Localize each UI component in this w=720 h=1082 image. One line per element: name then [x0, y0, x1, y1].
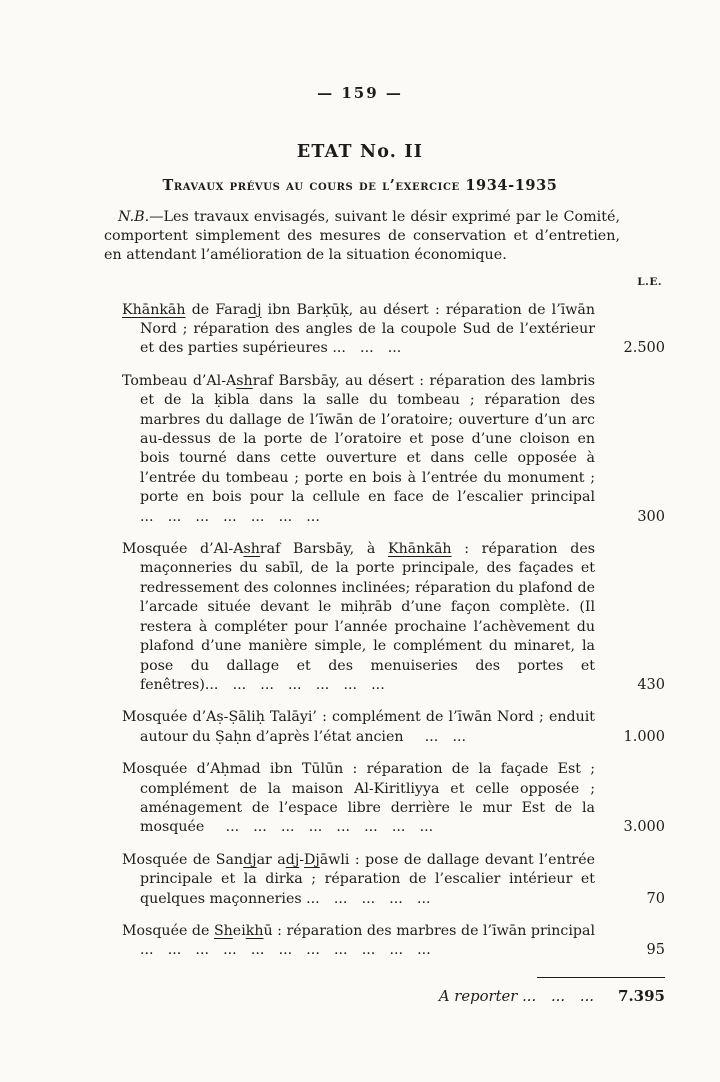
entry-amount: 1.000: [623, 728, 665, 745]
transliterated-term: kh: [245, 922, 264, 939]
ledger-entry: [122, 760, 665, 838]
carry-forward-label: A reporter ... ... ...: [438, 987, 595, 1005]
entry-amount: 95: [646, 942, 665, 959]
transliterated-term: sh: [236, 372, 253, 389]
page-number: — 159 —: [317, 84, 403, 102]
transliterated-term: dj: [243, 851, 257, 868]
transliterated-term: Khānkāh: [122, 301, 186, 318]
ledger-entry: [122, 851, 665, 909]
transliterated-term: dj: [285, 851, 300, 868]
ledger-entry: [122, 301, 665, 359]
nb-note: [104, 208, 620, 266]
ledger-entry: [122, 540, 665, 695]
entry-amount: 2.500: [623, 340, 665, 357]
transliterated-term: Sh: [213, 922, 233, 939]
currency-header: L.E.: [637, 275, 662, 288]
ledger-entry: [122, 922, 665, 961]
nb-label: N.B.: [118, 209, 150, 225]
transliterated-term: sh: [243, 541, 260, 558]
entry-description: Khānkāh de Faradj ibn Barḳūḳ, au désert : réparation de l’īwān Nord ; réparation des angles de la coupole Sud de l’extérieur et des parties supérieures ... ... ...: [122, 301, 595, 357]
ledger-entry: [122, 372, 665, 527]
transliterated-term: Khānkāh: [388, 541, 452, 558]
entry-description: Mosquée d’Aṣ-Ṣāliḥ Talāyi’ : complément de l’īwān Nord ; enduit autour du Ṣaḥn d’après l’état ancien ... ...: [122, 709, 595, 745]
transliterated-term: dj: [247, 301, 262, 318]
page-subtitle: Travaux prévus au cours de l’exercice 1934-1935: [162, 177, 558, 194]
entry-description: Mosquée d’Aḥmad ibn Tūlūn : réparation de la façade Est ; complément de la maison Al-Kiritliyya et celle opposée ; aménagement de l’espace libre derrière le mur Est de la mosquée ... ... ... ... ... ... ... ...: [122, 761, 595, 836]
transliterated-term: Dj: [304, 851, 320, 868]
entry-description: Mosquée de Sheikhū : réparation des marbres de l’īwān principal ... ... ... ... ... ... ... ... ... ... ...: [122, 922, 595, 959]
entry-amount: 3.000: [623, 819, 665, 836]
total-rule: [537, 977, 665, 978]
carry-forward-row: [0, 987, 665, 1005]
entries-list: [122, 301, 665, 961]
nb-text: —Les travaux envisagés, suivant le désir exprimé par le Comité, comportent simplement des mesures de conservation et d’entretien, en attendant l’amélioration de la situation économique.: [104, 209, 620, 264]
entry-amount: 430: [637, 676, 665, 693]
entry-amount: 300: [637, 508, 665, 525]
entry-description: Mosquée de Sandjar adj-Djāwli : pose de dallage devant l’entrée principale et la dirka ; réparation de l’escalier intérieur et quelques maçonneries ... ... ... ... ...: [122, 851, 595, 907]
entry-description: Tombeau d’Al-Ashraf Barsbāy, au désert : réparation des lambris et de la ḳibla dans la salle du tombeau ; réparation des marbres du dallage de l’īwān de l’oratoire; ouverture d’un arc au-dessus de la porte de l’oratoire et pose d’une cloison en bois tourné dans cette ouverture et dans celle opposée à l’entrée du tombeau ; porte en bois à l’entrée du monument ; porte en bois pour la cellule en face de l’escalier principal ... ... ... ... ... ... ...: [122, 372, 595, 525]
page-title: ETAT No. II: [296, 142, 424, 162]
ledger-entry: [122, 708, 665, 747]
entry-description: Mosquée d’Al-Ashraf Barsbāy, à Khānkāh : réparation des maçonneries du sabīl, de la porte principale, des façades et redressement des colonnes inclinées; réparation du plafond de l’arcade située devant le miḥrāb d’une façon complète. (Il restera à compléter pour l’année prochaine l’achèvement du plafond d’une manière simple, le complément du minaret, la pose du dallage et des menuiseries des portes et fenêtres)... ... ... ... ... ... ...: [122, 541, 596, 693]
carry-forward-amount: 7.395: [618, 986, 665, 1005]
entry-amount: 70: [646, 890, 665, 907]
